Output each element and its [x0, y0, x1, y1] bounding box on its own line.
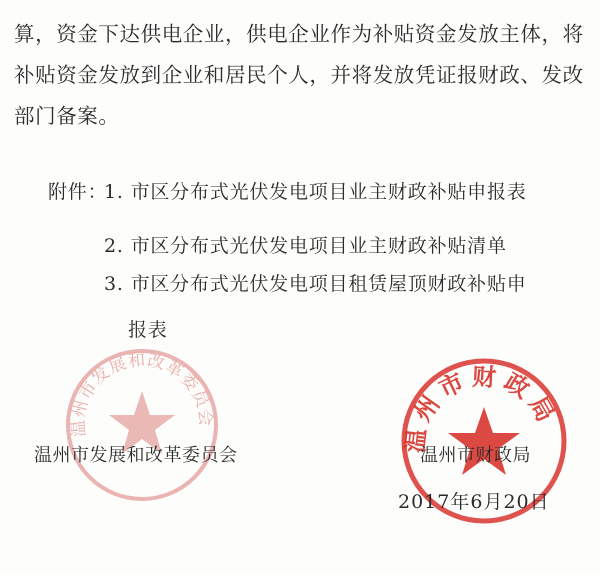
attachment-item-1: 1. 市区分布式光伏发电项目业主财政补贴申报表	[104, 181, 527, 203]
body-line-3: 部门备案。	[14, 104, 120, 128]
body-line-2: 补贴资金发放到企业和居民个人，并将发放凭证报财政、发改	[14, 63, 584, 87]
signatory-drc: 温州市发展和改革委员会	[34, 445, 238, 466]
signatory-finance-bureau: 温州市财政局	[420, 445, 531, 466]
attachment-item-3-continued: 报表	[128, 319, 168, 341]
body-paragraph	[14, 14, 586, 137]
body-line-1: 算，资金下达供电企业，供电企业作为补贴资金发放主体，将	[14, 22, 584, 46]
document-date: 2017年6月20日	[398, 491, 550, 513]
finance-seal-text: 温州市财政局	[400, 362, 563, 455]
drc-official-seal	[62, 345, 222, 505]
drc-seal-text: 温州市发展和改革委员会	[68, 350, 216, 438]
attachment-item-3: 3. 市区分布式光伏发电项目租赁屋顶财政补贴申	[104, 273, 527, 295]
attachments-label: 附件：	[48, 181, 108, 203]
attachment-item-2: 2. 市区分布式光伏发电项目业主财政补贴清单	[104, 235, 507, 257]
